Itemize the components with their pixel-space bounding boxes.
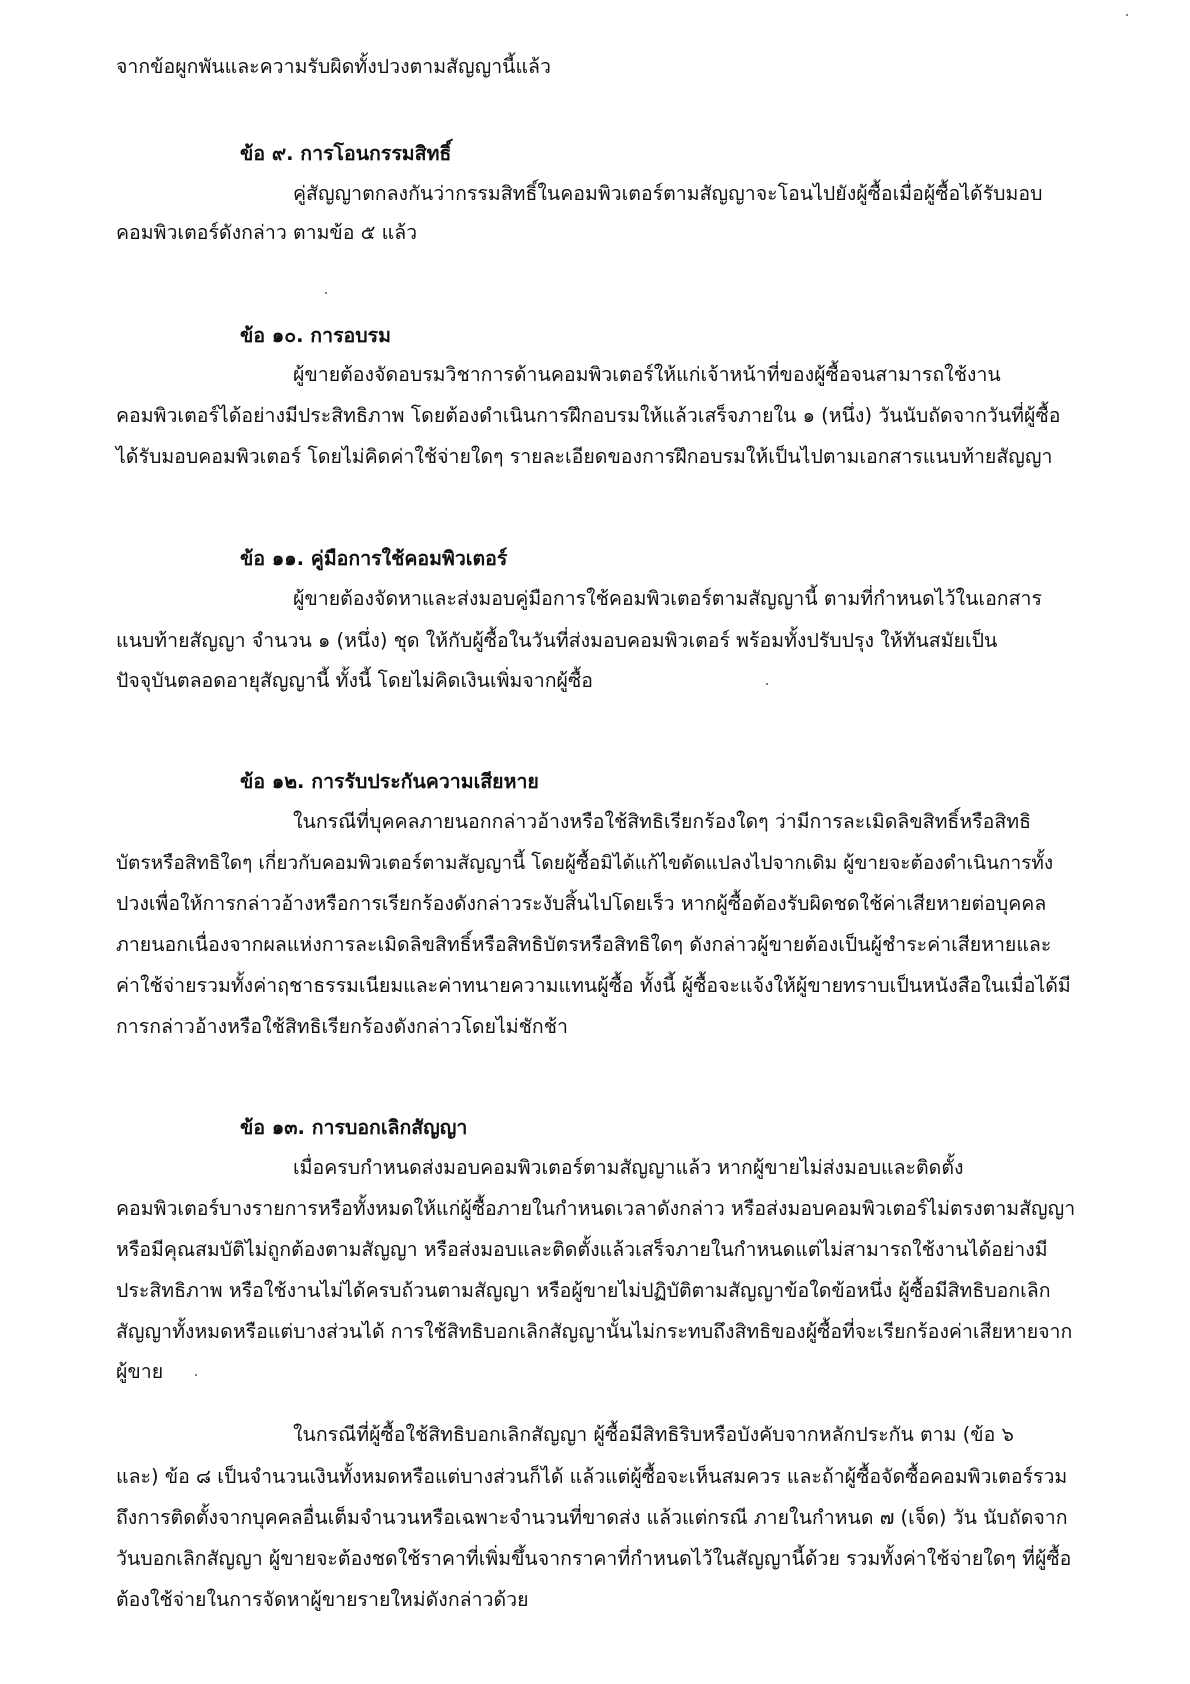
- section-heading-12: ข้อ ๑๒. การรับประกันความเสียหาย: [240, 770, 539, 793]
- section-13-line-3: หรือมีคุณสมบัติไม่ถูกต้องตามสัญญา หรือส่งมอบและติดตั้งแล้วเสร็จภายในกำหนดแต่ไม่สามารถใช้งานได้อย่างมี: [116, 1238, 1048, 1261]
- section-10-line-1: ผู้ขายต้องจัดอบรมวิชาการด้านคอมพิวเตอร์ให้แก่เจ้าหน้าที่ของผู้ซื้อจนสามารถใช้งาน: [293, 363, 1001, 386]
- section-13-line-4: ประสิทธิภาพ หรือใช้งานไม่ได้ครบถ้วนตามสัญญา หรือผู้ขายไม่ปฏิบัติตามสัญญาข้อใดข้อหนึ่ง ผู้ซื้อมีสิทธิบอกเลิก: [116, 1279, 1051, 1302]
- section-13-p2-line-4: วันบอกเลิกสัญญา ผู้ขายจะต้องชดใช้ราคาที่เพิ่มขึ้นจากราคาที่กำหนดไว้ในสัญญานี้ด้วย รวมทั้งค่าใช้จ่ายใดๆ ที่ผู้ซื้อ: [116, 1547, 1072, 1570]
- section-13-p2-line-3: ถึงการติดตั้งจากบุคคลอื่นเต็มจำนวนหรือเฉพาะจำนวนที่ขาดส่ง แล้วแต่กรณี ภายในกำหนด ๗ (เจ็ด) วัน นับถัดจาก: [116, 1506, 1068, 1529]
- scan-speck: [1126, 14, 1128, 16]
- section-heading-13: ข้อ ๑๓. การบอกเลิกสัญญา: [240, 1116, 468, 1139]
- section-13-p2-line-5: ต้องใช้จ่ายในการจัดหาผู้ขายรายใหม่ดังกล่าวด้วย: [116, 1588, 529, 1611]
- section-11-line-1: ผู้ขายต้องจัดหาและส่งมอบคู่มือการใช้คอมพิวเตอร์ตามสัญญานี้ ตามที่กำหนดไว้ในเอกสาร: [293, 587, 1042, 610]
- section-12-line-1: ในกรณีที่บุคคลภายนอกกล่าวอ้างหรือใช้สิทธิเรียกร้องใดๆ ว่ามีการละเมิดลิขสิทธิ์หรือสิทธิ: [293, 810, 1032, 833]
- section-13-line-1: เมื่อครบกำหนดส่งมอบคอมพิวเตอร์ตามสัญญาแล้ว หากผู้ขายไม่ส่งมอบและติดตั้ง: [293, 1156, 964, 1179]
- section-12-line-2: บัตรหรือสิทธิใดๆ เกี่ยวกับคอมพิวเตอร์ตามสัญญานี้ โดยผู้ซื้อมิได้แก้ไขดัดแปลงไปจากเดิม ผู้ขายจะต้องดำเนินการทั้ง: [116, 852, 1054, 874]
- section-13-line-5: สัญญาทั้งหมดหรือแต่บางส่วนได้ การใช้สิทธิบอกเลิกสัญญานั้นไม่กระทบถึงสิทธิของผู้ซื้อที่จะเรียกร้องค่าเสียหายจาก: [116, 1320, 1073, 1343]
- section-11-line-2: แนบท้ายสัญญา จำนวน ๑ (หนึ่ง) ชุด ให้กับผู้ซื้อในวันที่ส่งมอบคอมพิวเตอร์ พร้อมทั้งปรับปรุง ให้ทันสมัยเป็น: [116, 629, 998, 652]
- scan-speck: [195, 1374, 197, 1376]
- section-heading-10: ข้อ ๑๐. การอบรม: [240, 324, 391, 347]
- section-13-p2-line-1: ในกรณีที่ผู้ซื้อใช้สิทธิบอกเลิกสัญญา ผู้ซื้อมีสิทธิริบหรือบังคับจากหลักประกัน ตาม (ข้อ ๖: [293, 1423, 1014, 1446]
- scan-speck: [766, 683, 768, 685]
- section-heading-11: ข้อ ๑๑. คู่มือการใช้คอมพิวเตอร์: [240, 547, 508, 570]
- section-12-line-4: ภายนอกเนื่องจากผลแห่งการละเมิดลิขสิทธิ์หรือสิทธิบัตรหรือสิทธิใดๆ ดังกล่าวผู้ขายต้องเป็นผู้ชำระค่าเสียหายและ: [116, 933, 1052, 956]
- section-11-line-3: ปัจจุบันตลอดอายุสัญญานี้ ทั้งนี้ โดยไม่คิดเงินเพิ่มจากผู้ซื้อ: [116, 669, 593, 692]
- section-10-line-3: ได้รับมอบคอมพิวเตอร์ โดยไม่คิดค่าใช้จ่ายใดๆ รายละเอียดของการฝึกอบรมให้เป็นไปตามเอกสารแนบท้ายสัญญา: [116, 445, 1053, 468]
- section-12-line-5: ค่าใช้จ่ายรวมทั้งค่าฤชาธรรมเนียมและค่าทนายความแทนผู้ซื้อ ทั้งนี้ ผู้ซื้อจะแจ้งให้ผู้ขายทราบเป็นหนังสือในเมื่อได้มี: [116, 974, 1071, 997]
- section-9-line-2: คอมพิวเตอร์ดังกล่าว ตามข้อ ๕ แล้ว: [116, 221, 418, 244]
- section-13-line-2: คอมพิวเตอร์บางรายการหรือทั้งหมดให้แก่ผู้ซื้อภายในกำหนดเวลาดังกล่าว หรือส่งมอบคอมพิวเตอร์ไม่ตรงตามสัญญา: [116, 1197, 1076, 1220]
- section-12-line-3: ปวงเพื่อให้การกล่าวอ้างหรือการเรียกร้องดังกล่าวระงับสิ้นไปโดยเร็ว หากผู้ซื้อต้องรับผิดชดใช้ค่าเสียหายต่อบุคคล: [116, 892, 1047, 915]
- intro-line: จากข้อผูกพันและความรับผิดทั้งปวงตามสัญญานี้แล้ว: [116, 55, 551, 78]
- section-12-line-6: การกล่าวอ้างหรือใช้สิทธิเรียกร้องดังกล่าวโดยไม่ชักช้า: [116, 1015, 568, 1038]
- scan-speck: [325, 292, 327, 294]
- section-heading-9: ข้อ ๙. การโอนกรรมสิทธิ์: [240, 142, 452, 165]
- section-10-line-2: คอมพิวเตอร์ได้อย่างมีประสิทธิภาพ โดยต้องดำเนินการฝึกอบรมให้แล้วเสร็จภายใน ๑ (หนึ่ง) วันนับถัดจากวันที่ผู้ซื้อ: [116, 404, 1061, 427]
- section-9-line-1: คู่สัญญาตกลงกันว่ากรรมสิทธิ์ในคอมพิวเตอร์ตามสัญญาจะโอนไปยังผู้ซื้อเมื่อผู้ซื้อได้รับมอบ: [293, 182, 1043, 205]
- section-13-line-6: ผู้ขาย: [116, 1360, 164, 1383]
- section-13-p2-line-2: และ) ข้อ ๘ เป็นจำนวนเงินทั้งหมดหรือแต่บางส่วนก็ได้ แล้วแต่ผู้ซื้อจะเห็นสมควร และถ้าผู้ซื้อจัดซื้อคอมพิวเตอร์รวม: [116, 1465, 1068, 1488]
